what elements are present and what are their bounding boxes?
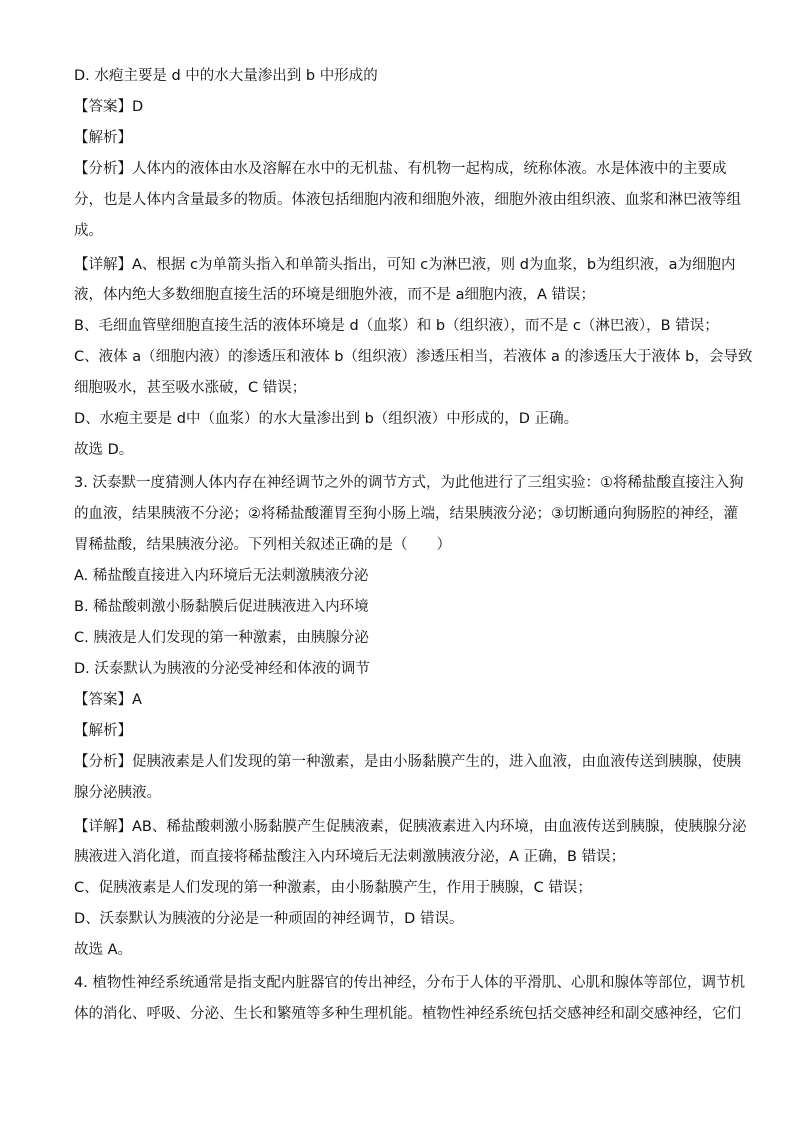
option-a: A. 稀盐酸直接进入内环境后无法刺激胰液分泌 (74, 568, 369, 584)
question-3-text: 的血液，结果胰液不分泌；②将稀盐酸灌胃至狗小肠上端，结果胰液分泌；③切断通向狗肠腔的神经，灌 (74, 506, 738, 522)
detail-text: 【详解】A、根据 c为单箭头指入和单箭头指出，可知 c为淋巴液，则 d为血浆，b为组织液，a为细胞内 (74, 257, 736, 273)
detail-text: B、毛细血管壁细胞直接生活的液体环境是 d（血浆）和 b（组织液），而不是 c（淋巴液），B 错误； (74, 318, 719, 334)
question-3-text: 胃稀盐酸，结果胰液分泌。下列相关叙述正确的是（ ） (74, 537, 451, 553)
option-d-prev: D. 水疱主要是 d 中的水大量渗出到 b 中形成的 (74, 68, 378, 84)
option-b: B. 稀盐酸刺激小肠黏膜后促进胰液进入内环境 (74, 599, 369, 615)
detail-text: C、液体 a（细胞内液）的渗透压和液体 b（组织液）渗透压相当，若液体 a 的渗透压大于液体 b，会导致 (74, 349, 753, 365)
analysis-text: 分，也是人体内含量最多的物质。体液包括细胞内液和细胞外液，细胞外液由组织液、血浆和淋巴液等组 (74, 192, 741, 208)
analysis-text: 成。 (74, 223, 103, 239)
analysis-text: 腺分泌胰液。 (74, 785, 161, 801)
detail-text: D、水疱主要是 d中（血浆）的水大量渗出到 b（组织液）中形成的，D 正确。 (74, 411, 579, 427)
detail-text: 【详解】AB、稀盐酸刺激小肠黏膜产生促胰液素，促胰液素进入内环境，由血液传送到胰腺，使胰腺分泌 (74, 819, 747, 835)
detail-text: 细胞吸水，甚至吸水涨破，C 错误； (74, 380, 307, 396)
analysis-text: 【分析】人体内的液体由水及溶解在水中的无机盐、有机物一起构成，统称体液。水是体液中的主要成 (74, 161, 727, 177)
analysis-label: 【解析】 (74, 723, 132, 739)
detail-text: 液，体内绝大多数细胞直接生活的环境是细胞外液，而不是 a细胞内液，A 错误； (74, 287, 596, 303)
analysis-label: 【解析】 (74, 130, 132, 146)
option-c: C. 胰液是人们发现的第一种激素，由胰腺分泌 (74, 630, 369, 646)
conclusion-text: 故选 D。 (74, 442, 134, 458)
detail-text: 胰液进入消化道，而直接将稀盐酸注入内环境后无法刺激胰液分泌，A 正确，B 错误； (74, 849, 626, 865)
question-4-text: 体的消化、呼吸、分泌、生长和繁殖等多种生理机能。植物性神经系统包括交感神经和副交感神经，它们 (74, 1006, 741, 1022)
detail-text: D、沃泰默认为胰液的分泌是一种顽固的神经调节，D 错误。 (74, 911, 464, 927)
conclusion-text: 故选 A。 (74, 942, 133, 958)
question-3-text: 3. 沃泰默一度猜测人体内存在神经调节之外的调节方式，为此他进行了三组实验：①将稀盐酸直接注入狗 (74, 475, 744, 491)
question-4-text: 4. 植物性神经系统通常是指支配内脏器官的传出神经，分布于人体的平滑肌、心肌和腺体等部位，调节机 (74, 975, 745, 991)
detail-text: C、促胰液素是人们发现的第一种激素，由小肠黏膜产生，作用于胰腺，C 错误； (74, 880, 592, 896)
answer-label: 【答案】A (74, 692, 142, 708)
answer-label: 【答案】D (74, 99, 144, 115)
option-d: D. 沃泰默认为胰液的分泌受神经和体液的调节 (74, 661, 370, 677)
analysis-text: 【分析】促胰液素是人们发现的第一种激素，是由小肠黏膜产生的，进入血液，由血液传送到胰腺，使胰 (74, 754, 741, 770)
